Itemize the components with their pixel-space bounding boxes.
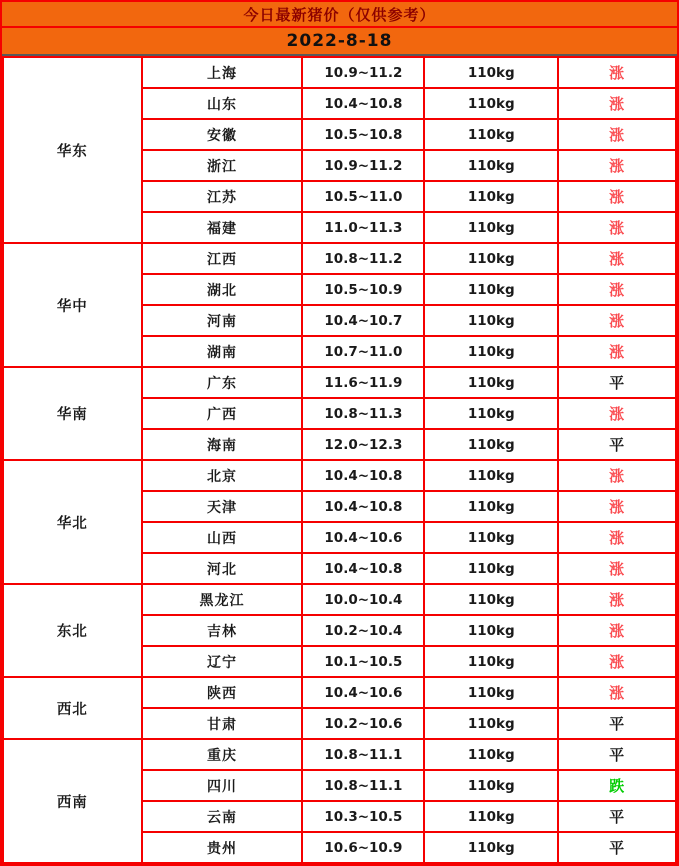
weight-cell: 110kg	[424, 367, 558, 398]
weight-cell: 110kg	[424, 646, 558, 677]
weight-cell: 110kg	[424, 429, 558, 460]
province-cell: 湖南	[142, 336, 303, 367]
province-cell: 辽宁	[142, 646, 303, 677]
table-row	[3, 739, 676, 770]
weight-cell: 110kg	[424, 181, 558, 212]
price-range-cell: 10.1~10.5	[302, 646, 424, 677]
region-cell: 西南	[3, 739, 142, 863]
weight-cell: 110kg	[424, 739, 558, 770]
trend-cell: 涨	[558, 522, 676, 553]
trend-cell: 平	[558, 367, 676, 398]
table-row	[3, 243, 676, 274]
price-table	[2, 56, 677, 864]
price-range-cell: 10.4~10.8	[302, 88, 424, 119]
region-cell: 华北	[3, 460, 142, 584]
province-cell: 河北	[142, 553, 303, 584]
price-range-cell: 10.9~11.2	[302, 150, 424, 181]
price-range-cell: 10.2~10.4	[302, 615, 424, 646]
province-cell: 四川	[142, 770, 303, 801]
price-range-cell: 10.2~10.6	[302, 708, 424, 739]
price-range-cell: 10.4~10.8	[302, 553, 424, 584]
weight-cell: 110kg	[424, 677, 558, 708]
weight-cell: 110kg	[424, 584, 558, 615]
region-cell: 东北	[3, 584, 142, 677]
price-range-cell: 10.4~10.8	[302, 460, 424, 491]
province-cell: 浙江	[142, 150, 303, 181]
trend-cell: 平	[558, 832, 676, 863]
price-range-cell: 10.8~11.1	[302, 770, 424, 801]
weight-cell: 110kg	[424, 212, 558, 243]
weight-cell: 110kg	[424, 832, 558, 863]
weight-cell: 110kg	[424, 460, 558, 491]
trend-cell: 平	[558, 429, 676, 460]
title-bar	[2, 2, 677, 28]
province-cell: 甘肃	[142, 708, 303, 739]
weight-cell: 110kg	[424, 243, 558, 274]
weight-cell: 110kg	[424, 801, 558, 832]
price-range-cell: 10.4~10.7	[302, 305, 424, 336]
weight-cell: 110kg	[424, 553, 558, 584]
trend-cell: 涨	[558, 677, 676, 708]
price-range-cell: 12.0~12.3	[302, 429, 424, 460]
province-cell: 陕西	[142, 677, 303, 708]
price-range-cell: 11.6~11.9	[302, 367, 424, 398]
province-cell: 安徽	[142, 119, 303, 150]
trend-cell: 平	[558, 708, 676, 739]
trend-cell: 涨	[558, 181, 676, 212]
weight-cell: 110kg	[424, 274, 558, 305]
province-cell: 山西	[142, 522, 303, 553]
trend-cell: 平	[558, 801, 676, 832]
weight-cell: 110kg	[424, 57, 558, 88]
trend-cell: 涨	[558, 57, 676, 88]
province-cell: 北京	[142, 460, 303, 491]
price-range-cell: 10.4~10.6	[302, 677, 424, 708]
province-cell: 重庆	[142, 739, 303, 770]
price-range-cell: 10.4~10.6	[302, 522, 424, 553]
table-row	[3, 367, 676, 398]
trend-cell: 涨	[558, 460, 676, 491]
price-range-cell: 10.5~10.9	[302, 274, 424, 305]
province-cell: 吉林	[142, 615, 303, 646]
province-cell: 江西	[142, 243, 303, 274]
region-cell: 华东	[3, 57, 142, 243]
weight-cell: 110kg	[424, 88, 558, 119]
trend-cell: 涨	[558, 119, 676, 150]
weight-cell: 110kg	[424, 336, 558, 367]
weight-cell: 110kg	[424, 615, 558, 646]
province-cell: 上海	[142, 57, 303, 88]
weight-cell: 110kg	[424, 522, 558, 553]
price-range-cell: 10.8~11.2	[302, 243, 424, 274]
trend-cell: 涨	[558, 212, 676, 243]
trend-cell: 涨	[558, 584, 676, 615]
trend-cell: 涨	[558, 243, 676, 274]
date-label: 2022-8-18	[286, 31, 393, 52]
province-cell: 湖北	[142, 274, 303, 305]
price-range-cell: 10.5~10.8	[302, 119, 424, 150]
trend-cell: 跌	[558, 770, 676, 801]
province-cell: 江苏	[142, 181, 303, 212]
price-range-cell: 10.8~11.1	[302, 739, 424, 770]
region-cell: 华中	[3, 243, 142, 367]
trend-cell: 涨	[558, 646, 676, 677]
province-cell: 广西	[142, 398, 303, 429]
trend-cell: 涨	[558, 615, 676, 646]
trend-cell: 涨	[558, 553, 676, 584]
weight-cell: 110kg	[424, 491, 558, 522]
price-range-cell: 10.4~10.8	[302, 491, 424, 522]
trend-cell: 涨	[558, 88, 676, 119]
trend-cell: 涨	[558, 336, 676, 367]
trend-cell: 平	[558, 739, 676, 770]
price-range-cell: 10.5~11.0	[302, 181, 424, 212]
trend-cell: 涨	[558, 491, 676, 522]
price-range-cell: 10.0~10.4	[302, 584, 424, 615]
region-cell: 华南	[3, 367, 142, 460]
trend-cell: 涨	[558, 398, 676, 429]
weight-cell: 110kg	[424, 150, 558, 181]
table-row	[3, 677, 676, 708]
province-cell: 河南	[142, 305, 303, 336]
province-cell: 贵州	[142, 832, 303, 863]
date-bar	[2, 28, 677, 56]
province-cell: 广东	[142, 367, 303, 398]
region-cell: 西北	[3, 677, 142, 739]
table-row	[3, 57, 676, 88]
price-range-cell: 10.7~11.0	[302, 336, 424, 367]
weight-cell: 110kg	[424, 398, 558, 429]
province-cell: 海南	[142, 429, 303, 460]
province-cell: 云南	[142, 801, 303, 832]
table-row	[3, 584, 676, 615]
price-range-cell: 10.3~10.5	[302, 801, 424, 832]
trend-cell: 涨	[558, 274, 676, 305]
table-row	[3, 460, 676, 491]
weight-cell: 110kg	[424, 305, 558, 336]
province-cell: 山东	[142, 88, 303, 119]
price-range-cell: 10.8~11.3	[302, 398, 424, 429]
weight-cell: 110kg	[424, 770, 558, 801]
price-range-cell: 11.0~11.3	[302, 212, 424, 243]
price-range-cell: 10.6~10.9	[302, 832, 424, 863]
province-cell: 天津	[142, 491, 303, 522]
trend-cell: 涨	[558, 150, 676, 181]
province-cell: 福建	[142, 212, 303, 243]
price-range-cell: 10.9~11.2	[302, 57, 424, 88]
province-cell: 黑龙江	[142, 584, 303, 615]
weight-cell: 110kg	[424, 708, 558, 739]
weight-cell: 110kg	[424, 119, 558, 150]
page-title: 今日最新猪价（仅供参考）	[243, 5, 436, 24]
trend-cell: 涨	[558, 305, 676, 336]
